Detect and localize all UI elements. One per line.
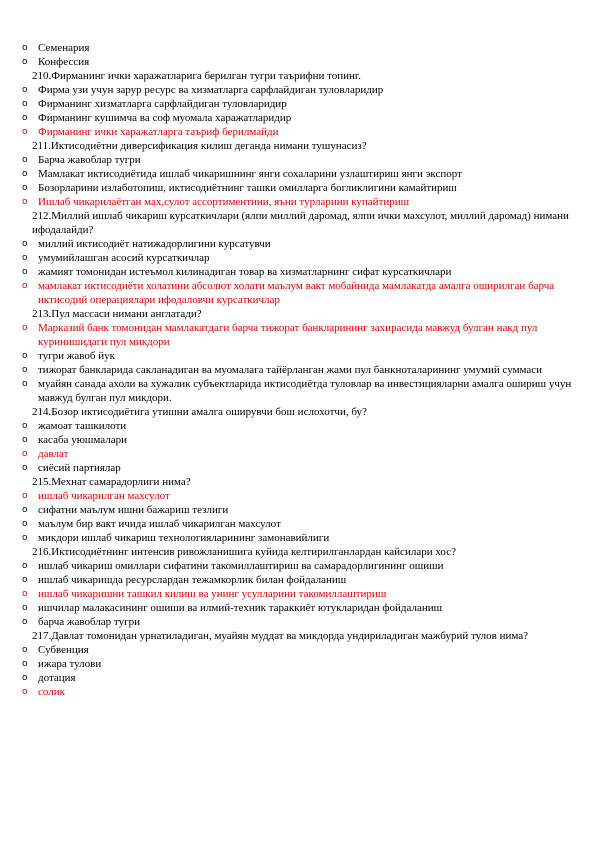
bullet-icon: o bbox=[22, 561, 28, 571]
answer-option bbox=[0, 97, 595, 111]
option-text: Фирма узи учун зарур ресурс ва хизматларга сарфлайдиган туловларидир bbox=[38, 84, 384, 96]
bullet-icon: o bbox=[22, 421, 28, 431]
question-text: 215.Мехнат самарадорлиги нима? bbox=[32, 476, 191, 488]
answer-option bbox=[0, 181, 595, 195]
question-block bbox=[0, 139, 595, 209]
answer-option bbox=[0, 377, 595, 405]
answer-option bbox=[0, 671, 595, 685]
answer-option bbox=[0, 559, 595, 573]
option-text: ишлаб чикаришда ресурслардан тежамкорлик билан фойдаланиш bbox=[38, 574, 347, 586]
bullet-icon: o bbox=[22, 239, 28, 249]
option-text: муайян санада ахоли ва хужалик субъектларида иктисодиётда туловлар ва инвестицияларни амалга ошириш учун мавжуд булган пул микдори. bbox=[38, 378, 572, 404]
option-text: Семенария bbox=[38, 42, 90, 54]
option-text: касаба уюшмалари bbox=[38, 434, 127, 446]
answer-option-correct bbox=[0, 447, 595, 461]
question-block bbox=[0, 69, 595, 139]
bullet-icon: o bbox=[22, 281, 28, 291]
option-text: солик bbox=[38, 686, 65, 698]
option-text: сифатни маълум ишни бажариш тезлиги bbox=[38, 504, 229, 516]
option-text: миллий иктисодиёт натижадорлигини курсатувчи bbox=[38, 238, 271, 250]
bullet-icon: o bbox=[22, 505, 28, 515]
question-block bbox=[0, 475, 595, 545]
bullet-icon: o bbox=[22, 183, 28, 193]
bullet-icon: o bbox=[22, 253, 28, 263]
option-text: маълум бир вакт ичида ишлаб чикарилган махсулот bbox=[38, 518, 281, 530]
bullet-icon: o bbox=[22, 85, 28, 95]
option-text: ишлаб чикаришни ташкил килиш ва унинг усулларини такомиллаштириш bbox=[38, 588, 387, 600]
bullet-icon: o bbox=[22, 365, 28, 375]
option-text: Мамлакат иктисодиётида ишлаб чикаришнинг янги сохаларини узлаштириш янги экспорт bbox=[38, 168, 462, 180]
bullet-icon: o bbox=[22, 99, 28, 109]
question-block bbox=[0, 307, 595, 405]
answer-option-correct bbox=[0, 587, 595, 601]
preceding-options bbox=[0, 0, 595, 69]
answer-option bbox=[0, 237, 595, 251]
question-text: 210.Фирманинг ички харажатларига берилган тугри таърифни топинг. bbox=[32, 70, 361, 82]
option-text: ишлаб чикариш омиллари сифатини такомиллаштириш ва самарадорлигининг ошиши bbox=[38, 560, 444, 572]
bullet-icon: o bbox=[22, 673, 28, 683]
answer-option-correct bbox=[0, 195, 595, 209]
option-text: Барча жавоблар тугри bbox=[38, 154, 141, 166]
bullet-icon: o bbox=[22, 267, 28, 277]
bullet-icon: o bbox=[22, 491, 28, 501]
answer-option bbox=[0, 615, 595, 629]
option-text: микдори ишлаб чикариш технологияларининг замонавийлиги bbox=[38, 532, 330, 544]
answer-option bbox=[0, 83, 595, 97]
option-text: ижара тулови bbox=[38, 658, 102, 670]
option-text: Субвенция bbox=[38, 644, 89, 656]
option-text: дотация bbox=[38, 672, 76, 684]
answer-option-correct bbox=[0, 125, 595, 139]
option-text: Фирманинг хизматларга сарфлайдиган туловларидир bbox=[38, 98, 287, 110]
answer-option-correct bbox=[0, 279, 595, 307]
question-text: 216.Иктисодиётнинг интенсив ривожланишига куйида келтирилганлардан кайсилари хос? bbox=[32, 546, 456, 558]
question-text: 214.Бозор иктисодиётига утишни амалга оширувчи бош ислохотчи, бу? bbox=[32, 406, 367, 418]
answer-option bbox=[0, 461, 595, 475]
option-text: Конфессия bbox=[38, 56, 90, 68]
answer-option bbox=[0, 349, 595, 363]
question-text: 211.Иктисодиётни диверсификация килиш деганда нимани тушунасиз? bbox=[32, 140, 367, 152]
answer-option bbox=[0, 503, 595, 517]
question-block bbox=[0, 405, 595, 475]
option-text: жамоат ташкилоти bbox=[38, 420, 127, 432]
bullet-icon: o bbox=[22, 127, 28, 137]
question-text: 213.Пул массаси нимани англатади? bbox=[32, 308, 202, 320]
answer-option bbox=[0, 111, 595, 125]
bullet-icon: o bbox=[22, 463, 28, 473]
bullet-icon: o bbox=[22, 113, 28, 123]
answer-option bbox=[0, 265, 595, 279]
option-text: умумийлашган асосий курсаткичлар bbox=[38, 252, 210, 264]
bullet-icon: o bbox=[22, 449, 28, 459]
answer-option bbox=[0, 251, 595, 265]
question-block bbox=[0, 545, 595, 629]
question-text: 217.Давлат томонидан урнатиладиган, муайян муддат ва микдорда ундириладиган мажбурий тулов нима? bbox=[32, 630, 528, 642]
option-text: ишлаб чикарилган махсулот bbox=[38, 490, 170, 502]
option-text: мамлакат иктисодиёти холатини абсолют холати маълум вакт мобайнида мамлакатда амалга оширилган барча иктисодий операциялари ифодаловчи курсаткичлар bbox=[38, 280, 555, 306]
bullet-icon: o bbox=[22, 155, 28, 165]
question-block bbox=[0, 209, 595, 307]
option-text: Ишлаб чикарилаётган мах,сулот ассортиментини, яъни турларини купайтириш bbox=[38, 196, 410, 208]
answer-option bbox=[0, 153, 595, 167]
answer-option-correct bbox=[0, 489, 595, 503]
bullet-icon: o bbox=[22, 533, 28, 543]
bullet-icon: o bbox=[22, 575, 28, 585]
bullet-icon: o bbox=[22, 351, 28, 361]
option-text: Фирманинг ички харажатларга таъриф берилмайди bbox=[38, 126, 279, 138]
bullet-icon: o bbox=[22, 687, 28, 697]
bullet-icon: o bbox=[22, 617, 28, 627]
answer-option bbox=[0, 433, 595, 447]
bullet-icon: o bbox=[22, 43, 28, 53]
answer-option bbox=[0, 531, 595, 545]
question-text: 212.Миллий ишлаб чикариш курсаткичлари (ялпи миллий даромад, ялпи ички махсулот, миллий даромад) нимани ифодалайди? bbox=[32, 210, 569, 236]
bullet-icon: o bbox=[22, 659, 28, 669]
bullet-icon: o bbox=[22, 323, 28, 333]
answer-option bbox=[0, 657, 595, 671]
bullet-icon: o bbox=[22, 645, 28, 655]
answer-option bbox=[0, 41, 595, 55]
bullet-icon: o bbox=[22, 57, 28, 67]
answer-option bbox=[0, 643, 595, 657]
answer-option bbox=[0, 601, 595, 615]
answer-option bbox=[0, 363, 595, 377]
answer-option bbox=[0, 55, 595, 69]
bullet-icon: o bbox=[22, 435, 28, 445]
option-text: давлат bbox=[38, 448, 69, 460]
answer-option-correct bbox=[0, 685, 595, 699]
option-text: Фирманинг кушимча ва соф муомала харажатларидир bbox=[38, 112, 292, 124]
answer-option-correct bbox=[0, 321, 595, 349]
answer-option bbox=[0, 167, 595, 181]
bullet-icon: o bbox=[22, 379, 28, 389]
bullet-icon: o bbox=[22, 603, 28, 613]
question-list bbox=[0, 69, 595, 699]
option-text: ишчилар малакасининг ошиши ва илмий-техник тараккиёт ютукларидан фойдаланиш bbox=[38, 602, 443, 614]
option-text: жамият томонидан истеъмол килинадиган товар ва хизматларнинг сифат курсаткичлари bbox=[38, 266, 452, 278]
answer-option bbox=[0, 573, 595, 587]
option-text: Марказий банк томонидан мамлакатдаги барча тижорат банкларининг захирасида мавжуд булган накд пул куринишидаги пул микдори bbox=[38, 322, 538, 348]
answer-option bbox=[0, 517, 595, 531]
option-text: тижорат банкларида сакланадиган ва муомалага тайёрланган жами пул банкноталарининг умумий суммаси bbox=[38, 364, 543, 376]
answer-option bbox=[0, 419, 595, 433]
bullet-icon: o bbox=[22, 197, 28, 207]
option-text: барча жавоблар тугри bbox=[38, 616, 140, 628]
option-text: Бозорларини излаботопиш, иктисодиётнинг ташки омилларга богликлигини камайтириш bbox=[38, 182, 457, 194]
bullet-icon: o bbox=[22, 589, 28, 599]
bullet-icon: o bbox=[22, 169, 28, 179]
option-text: тугри жавоб йук bbox=[38, 350, 115, 362]
bullet-icon: o bbox=[22, 519, 28, 529]
question-block bbox=[0, 629, 595, 699]
option-text: сиёсий партиялар bbox=[38, 462, 121, 474]
